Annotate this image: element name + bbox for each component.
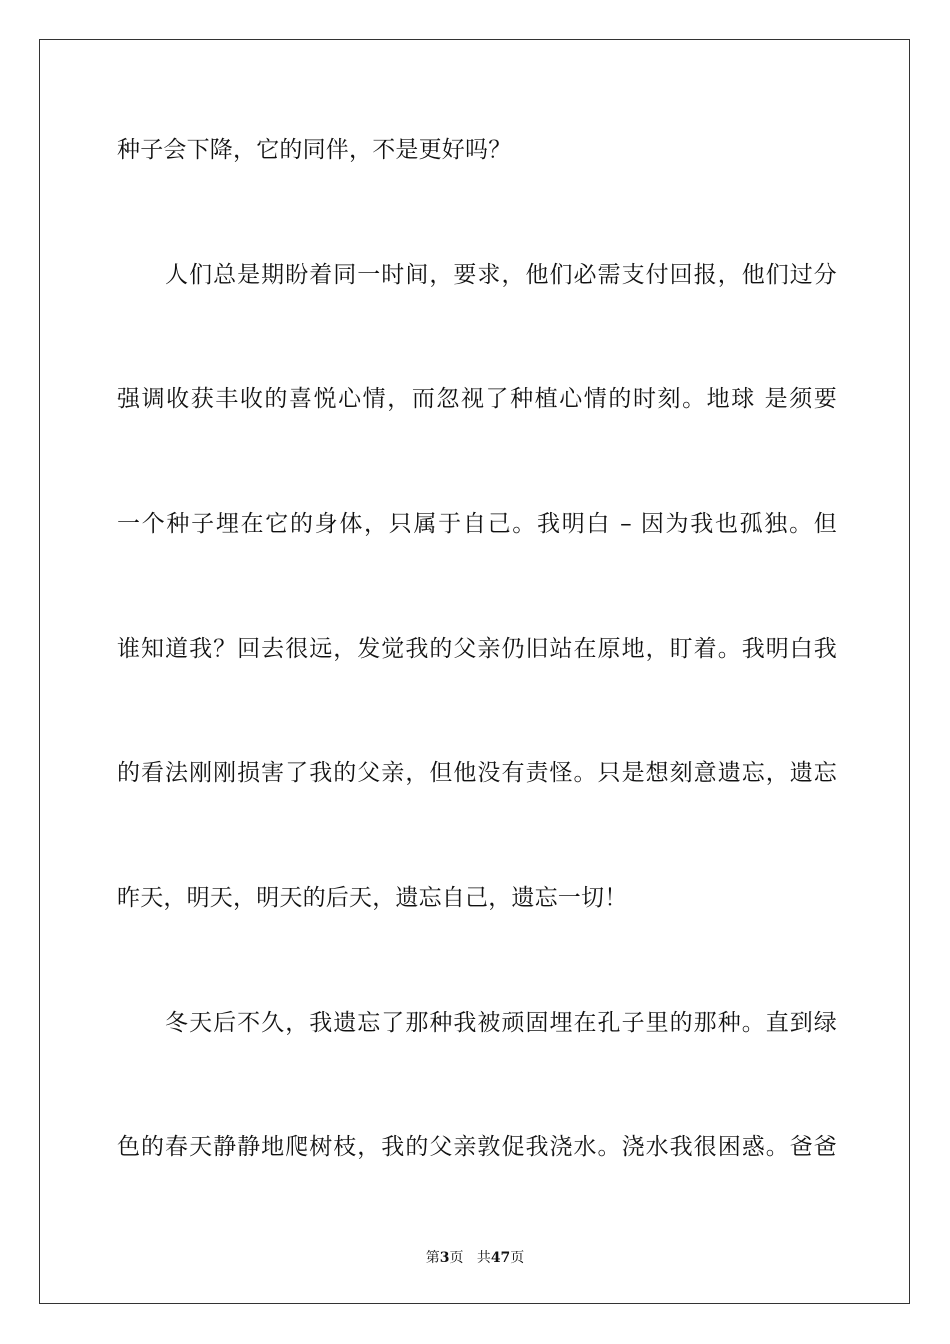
text-line-6: 的看法刚刚损害了我的父亲，但他没有责怪。只是想刻意遗忘，遗忘 bbox=[117, 760, 837, 786]
page-number: 3 bbox=[439, 1250, 450, 1266]
text-line-4: 一个种子埋在它的身体，只属于自己。我明白 – 因为我也孤独。但 bbox=[117, 511, 837, 537]
text-line-1: 种子会下降，它的同伴，不是更好吗？ bbox=[117, 137, 512, 163]
total-pages: 47 bbox=[490, 1250, 511, 1266]
page-suffix: 页 bbox=[449, 1250, 464, 1266]
page-footer bbox=[0, 1247, 950, 1267]
text-line-7: 昨天，明天，明天的后天，遗忘自己，遗忘一切！ bbox=[117, 885, 628, 911]
total-suffix: 页 bbox=[510, 1250, 525, 1266]
page-prefix: 第 bbox=[425, 1250, 440, 1266]
text-line-2: 人们总是期盼着同一时间，要求，他们必需支付回报，他们过分 bbox=[117, 262, 837, 288]
page-border bbox=[39, 39, 910, 1304]
text-line-8: 冬天后不久，我遗忘了那种我被顽固埋在孔子里的那种。直到绿 bbox=[117, 1010, 837, 1036]
text-line-5: 谁知道我？回去很远，发觉我的父亲仍旧站在原地，盯着。我明白我 bbox=[117, 636, 837, 662]
text-line-9: 色的春天静静地爬树枝，我的父亲敦促我浇水。浇水我很困惑。爸爸 bbox=[117, 1134, 837, 1160]
total-prefix: 共 bbox=[476, 1250, 491, 1266]
text-line-3: 强调收获丰收的喜悦心情，而忽视了种植心情的时刻。地球 是须要 bbox=[117, 386, 837, 412]
